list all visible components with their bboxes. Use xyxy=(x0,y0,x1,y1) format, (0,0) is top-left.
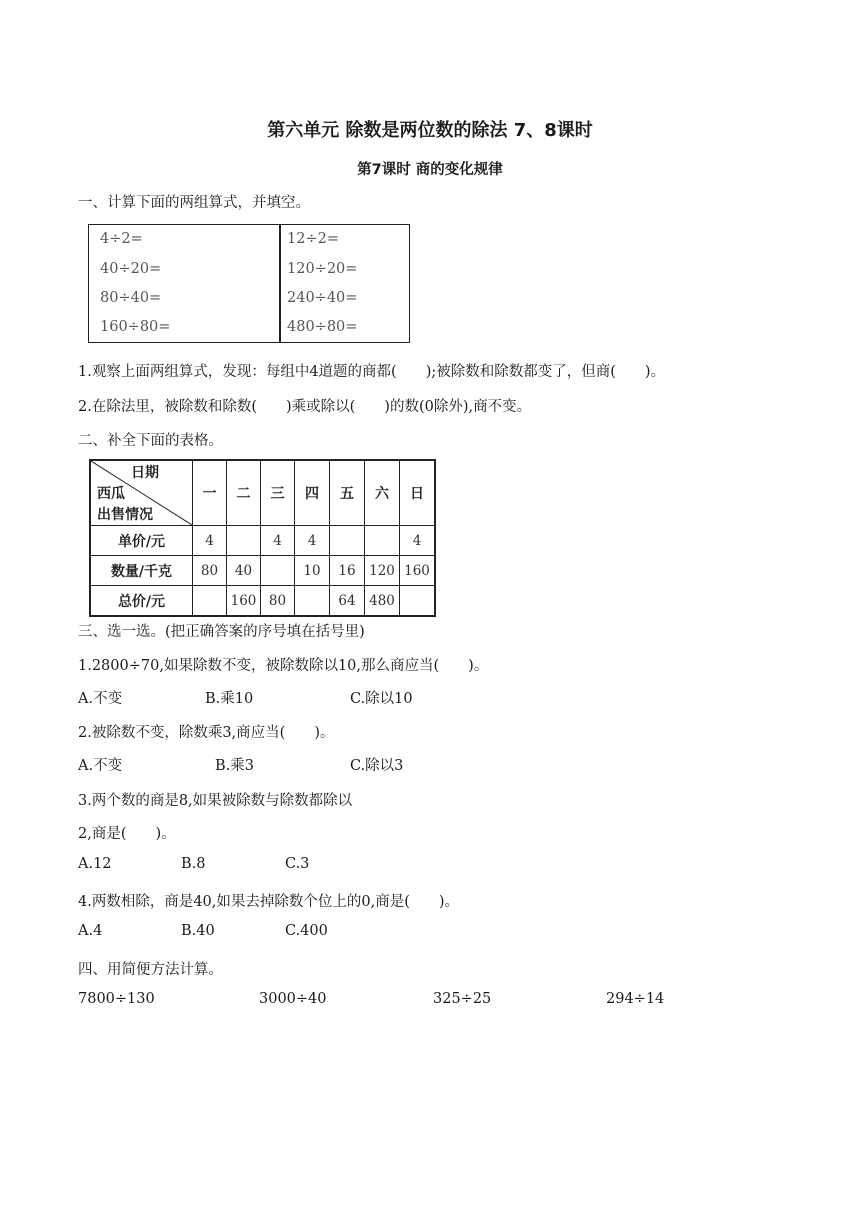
section2-heading: 二、补全下面的表格。 xyxy=(78,433,223,449)
day-header: 日 xyxy=(400,460,436,526)
section3-heading: 三、选一选。(把正确答案的序号填在括号里) xyxy=(78,624,365,640)
day-header: 二 xyxy=(227,460,261,526)
table-cell xyxy=(330,526,365,556)
calc-left-2: 40÷20= xyxy=(100,261,162,277)
table-cell: 80 xyxy=(261,586,295,617)
table-cell: 80 xyxy=(193,556,227,586)
table-cell: 4 xyxy=(400,526,436,556)
table-cell xyxy=(261,556,295,586)
calc-problem-4: 294÷14 xyxy=(606,991,665,1007)
table-cell: 4 xyxy=(295,526,330,556)
page-title: 第六单元 除数是两位数的除法 7、8课时 xyxy=(267,120,593,141)
calc-left-4: 160÷80= xyxy=(100,319,171,335)
q1-option-c: C.除以10 xyxy=(350,691,413,707)
q2-option-b: B.乘3 xyxy=(215,758,254,774)
day-header: 三 xyxy=(261,460,295,526)
calc-right-2: 120÷20= xyxy=(287,261,358,277)
calc-box-divider xyxy=(279,225,281,342)
calc-right-3: 240÷40= xyxy=(287,290,358,306)
q3-option-a: A.12 xyxy=(78,856,112,872)
q1-option-b: B.乘10 xyxy=(205,691,254,707)
table-row xyxy=(90,526,435,556)
table-cell: 16 xyxy=(330,556,365,586)
q4-option-c: C.400 xyxy=(285,923,328,939)
day-header: 一 xyxy=(193,460,227,526)
table-cell: 4 xyxy=(193,526,227,556)
q4-option-a: A.4 xyxy=(78,923,103,939)
q2-option-a: A.不变 xyxy=(78,758,123,774)
section3-question-4: 4.两数相除，商是40,如果去掉除数个位上的0,商是( )。 xyxy=(78,894,460,910)
row-label: 总价/元 xyxy=(90,586,193,617)
q1-option-a: A.不变 xyxy=(78,691,123,707)
calculation-box xyxy=(88,224,410,343)
corner-label-watermelon: 西瓜 xyxy=(97,486,125,502)
section4-heading: 四、用简便方法计算。 xyxy=(78,962,223,978)
table-cell: 40 xyxy=(227,556,261,586)
table-corner-cell xyxy=(90,460,193,526)
q4-option-b: B.40 xyxy=(181,923,215,939)
calc-problem-1: 7800÷130 xyxy=(78,991,155,1007)
table-cell: 480 xyxy=(365,586,400,617)
section3-question-3-line1: 3.两个数的商是8,如果被除数与除数都除以 xyxy=(78,793,353,809)
watermelon-sales-table xyxy=(89,459,436,617)
calc-problem-3: 325÷25 xyxy=(433,991,492,1007)
table-cell: 120 xyxy=(365,556,400,586)
table-cell xyxy=(400,586,436,617)
calc-left-3: 80÷40= xyxy=(100,290,162,306)
table-cell: 160 xyxy=(227,586,261,617)
q3-option-c: C.3 xyxy=(285,856,310,872)
table-header-row xyxy=(90,460,435,526)
section3-question-3-line2: 2,商是( )。 xyxy=(78,826,176,842)
row-label: 单价/元 xyxy=(90,526,193,556)
lesson-subtitle: 第7课时 商的变化规律 xyxy=(357,162,503,178)
section1-question-1: 1.观察上面两组算式，发现：每组中4道题的商都( );被除数和除数都变了，但商( )。 xyxy=(78,364,666,380)
table-row xyxy=(90,556,435,586)
table-cell xyxy=(295,586,330,617)
section3-question-1: 1.2800÷70,如果除数不变，被除数除以10,那么商应当( )。 xyxy=(78,658,489,674)
calc-right-1: 12÷2= xyxy=(287,231,339,247)
table-cell xyxy=(365,526,400,556)
section1-heading: 一、计算下面的两组算式，并填空。 xyxy=(78,195,310,211)
table-cell xyxy=(227,526,261,556)
table-cell: 64 xyxy=(330,586,365,617)
day-header: 四 xyxy=(295,460,330,526)
calc-left-1: 4÷2= xyxy=(100,231,143,247)
q3-option-b: B.8 xyxy=(181,856,206,872)
table-cell: 160 xyxy=(400,556,436,586)
calc-right-4: 480÷80= xyxy=(287,319,358,335)
table-cell: 10 xyxy=(295,556,330,586)
day-header: 六 xyxy=(365,460,400,526)
corner-label-date: 日期 xyxy=(131,465,159,481)
day-header: 五 xyxy=(330,460,365,526)
row-label: 数量/千克 xyxy=(90,556,193,586)
calc-problem-2: 3000÷40 xyxy=(259,991,327,1007)
corner-label-sales: 出售情况 xyxy=(97,507,153,523)
q2-option-c: C.除以3 xyxy=(350,758,404,774)
section3-question-2: 2.被除数不变，除数乘3,商应当( )。 xyxy=(78,725,335,741)
table-cell xyxy=(193,586,227,617)
table-cell: 4 xyxy=(261,526,295,556)
section1-question-2: 2.在除法里，被除数和除数( )乘或除以( )的数(0除外),商不变。 xyxy=(78,399,532,415)
table-row xyxy=(90,586,435,617)
